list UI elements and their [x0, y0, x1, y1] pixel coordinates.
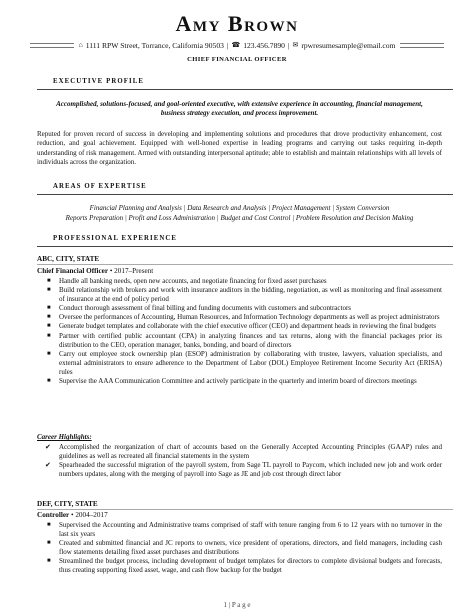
role-title: Chief Financial Officer — [37, 267, 109, 275]
checkmark-icon: ✔ — [45, 461, 51, 470]
list-item — [37, 332, 442, 350]
bullet-icon: ■ — [47, 305, 51, 312]
employer-name: DEF, CITY, STATE — [37, 500, 98, 508]
bullet-icon: ■ — [47, 540, 51, 547]
list-item — [37, 313, 442, 322]
employer-name: ABC, CITY, STATE — [37, 255, 100, 263]
job-bullets — [37, 277, 442, 386]
job-role — [37, 511, 442, 519]
candidate-name: Amy Brown — [175, 11, 299, 36]
section-heading-executive-profile: EXECUTIVE PROFILE — [53, 78, 145, 85]
bullet-text: Generate budget templates and collaborate with the chief executive officer (CEO) and department heads in reviewing the final budgets — [59, 322, 436, 331]
job-title: CHIEF FINANCIAL OFFICER — [187, 56, 287, 63]
divider-left — [30, 43, 74, 48]
bullet-text: Build relationship with brokers and work with insurance auditors in the bidding, negotiation, as well as monitoring and final assessment of insurance at the end of policy period — [59, 286, 442, 304]
list-item — [37, 304, 442, 313]
role-dates: • 2017–Present — [108, 267, 154, 275]
list-item — [37, 521, 442, 539]
section-heading-experience: PROFESSIONAL EXPERIENCE — [53, 235, 178, 242]
bullet-text: Oversee the performances of Accounting, Human Resources, and Information Technology departments as well as project administrators — [59, 313, 440, 322]
job-role — [37, 267, 442, 275]
profile-intro: Accomplished, solutions-focused, and goal-oriented executive, with extensive experience in accounting, financial management, business strategy execution, and process improvement. — [56, 100, 423, 118]
list-item — [37, 286, 442, 304]
section-heading-expertise: AREAS OF EXPERTISE — [53, 183, 147, 190]
contact-info — [74, 41, 401, 50]
bullet-text: Conduct thorough assessment of final billing and funding documents with customers and subcontractors — [59, 304, 352, 313]
career-highlights-label: Career Highlights: — [37, 433, 92, 441]
employer-rule — [37, 509, 453, 510]
bullet-icon: ■ — [47, 314, 51, 321]
list-item — [37, 461, 442, 479]
bullet-icon: ■ — [47, 332, 51, 339]
bullet-text: Carry out employee stock ownership plan (ESOP) administration by collaborating with trustee, lawyers, valuation specialists, and external administrators to ensure adherence to the Department of Labor (DOL) Employee Retirement Income Security Act (ERISA) rules — [59, 349, 442, 376]
phone-icon: ☎ — [231, 41, 241, 49]
email: rpwresumesample@email.com — [301, 40, 396, 50]
bullet-text: Partner with certified public accountant (CPA) in analyzing finances and tax returns, along with the financial packages prior its distribution to the CEO, operation manager, banks, bonding, and board of directors — [59, 331, 442, 349]
bullet-icon: ■ — [47, 350, 51, 357]
bullet-icon: ■ — [47, 323, 51, 330]
profile-body: Reputed for proven record of success in developing and implementing solutions and procedures that drove productivity enhancement, cost reduction, and goal achievement. Equipped with well-honed expertise in leading programs and carrying out tasks requiring in-depth understanding of risk management. Armed with outstanding interpersonal aptitude; able to establish and maintain relationships with all levels of individuals across the organization. — [37, 130, 442, 166]
home-icon: ⌂ — [78, 41, 83, 49]
highlight-text: Spearheaded the successful migration of the payroll system, from Sage TL payroll to Paycom, which included new job and work order numbers updates, along with the merging of payroll into Sage as JE and job cost through direct labor — [59, 461, 442, 479]
highlight-list — [37, 443, 442, 479]
bullet-text: Supervise the AAA Communication Committee and actively participate in the quarterly and interim board of directors meetings — [59, 377, 417, 386]
bullet-text: Streamlined the budget process, including development of budget templates for directors to complete divisional budgets and forecasts, thus creating supporting fixed asset, wage, and cash flow backup for the budget — [59, 557, 442, 575]
bullet-icon: ■ — [47, 278, 51, 284]
address: 1111 RPW Street, Torrance, California 90503 — [85, 40, 224, 50]
email-icon: ✉ — [292, 41, 299, 49]
list-item — [37, 557, 442, 575]
list-item — [37, 377, 442, 386]
section-rule — [37, 194, 453, 195]
separator: | — [287, 40, 290, 50]
list-item — [37, 443, 442, 461]
list-item — [37, 322, 442, 331]
bullet-icon: ■ — [47, 378, 51, 385]
bullet-text: Created and submitted financial and JC reports to owners, vice president of operations, directors, and field managers, including cash flow statements detailing fixed asset purchases and distributions — [59, 539, 442, 557]
highlight-text: Accomplished the reorganization of chart of accounts based on the Generally Accepted Accounting Principles (GAAP) rules and guidelines as well as recreated all financial statements in the system — [59, 443, 442, 461]
bullet-text: Supervised the Accounting and Administrative teams comprised of staff with tenure ranging from 6 to 12 years with no turnover in the last six years — [59, 521, 442, 539]
separator: | — [226, 40, 229, 50]
section-rule — [37, 246, 453, 247]
role-title: Controller — [37, 511, 70, 519]
page-footer: 1 | P a g e — [223, 601, 251, 609]
divider-right — [400, 43, 444, 48]
expertise-line-1: Financial Planning and Analysis | Data Research and Analysis | Project Management | System Conversion — [89, 204, 390, 212]
job-bullets — [37, 521, 442, 576]
bullet-icon: ■ — [47, 522, 51, 528]
list-item — [37, 350, 442, 377]
employer-rule — [37, 264, 453, 265]
contact-row — [30, 39, 444, 51]
expertise-line-2: Reports Preparation | Profit and Loss Administration | Budget and Cost Control | Problem Resolution and Decision Making — [65, 214, 414, 222]
bullet-icon: ■ — [47, 287, 51, 294]
phone: 123.456.7890 — [243, 40, 285, 50]
checkmark-icon: ✔ — [45, 443, 51, 451]
list-item — [37, 539, 442, 557]
role-dates: • 2004–2017 — [69, 511, 108, 519]
list-item — [37, 277, 442, 286]
bullet-text: Handle all banking needs, open new accounts, and negotiate financing for fixed asset purchases — [59, 277, 327, 285]
section-rule — [37, 89, 453, 90]
bullet-icon: ■ — [47, 558, 51, 565]
